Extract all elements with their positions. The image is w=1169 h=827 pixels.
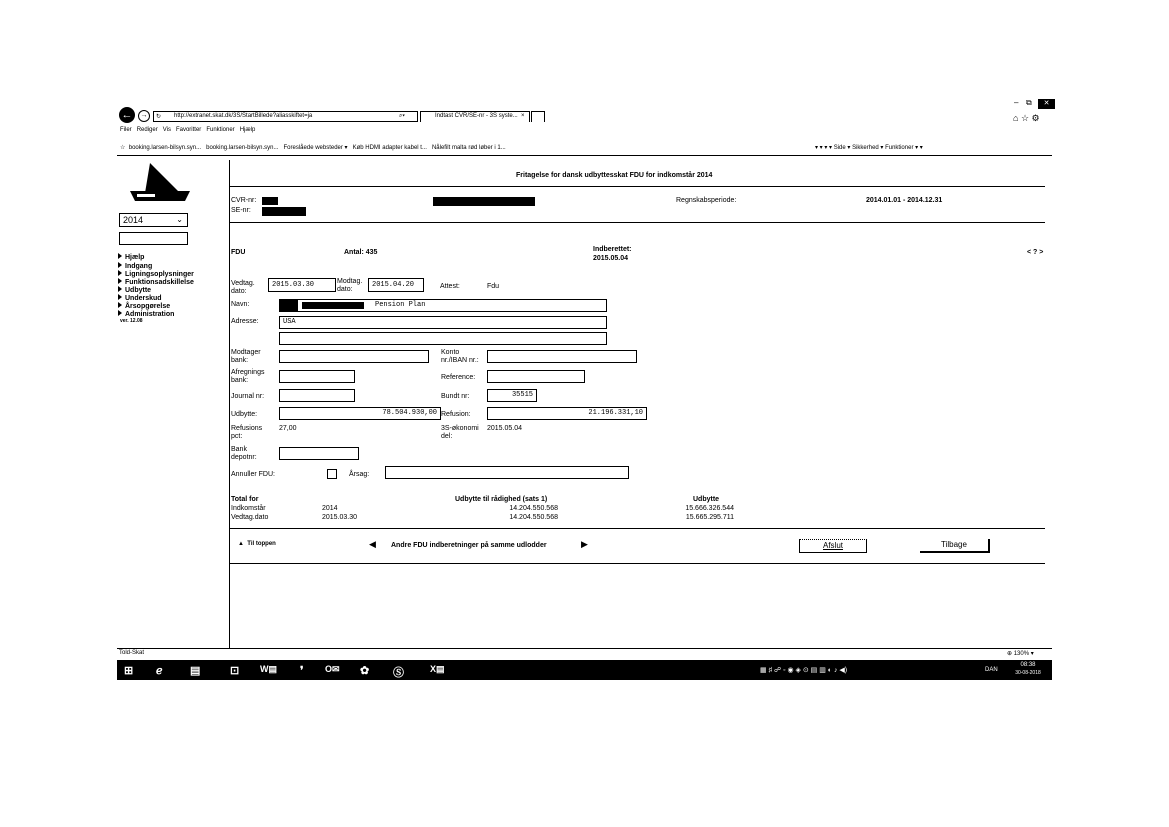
okonomi-value: 2015.05.04 [487, 425, 523, 432]
antal-label: Antal: 435 [344, 249, 378, 256]
word-icon[interactable]: W▤ [260, 664, 277, 674]
language-indicator[interactable]: DAN [985, 667, 998, 673]
zoom-control[interactable]: ⊕ 130% ▾ [1007, 651, 1034, 657]
favorite-link-5[interactable]: Nålefilt malta rød løber i 1... [431, 145, 506, 151]
sidebar-item-underskud[interactable]: Underskud [118, 294, 162, 303]
adresse-label: Adresse: [231, 318, 259, 325]
pin-icon[interactable]: ❜ [300, 665, 304, 677]
modtager-bank-input[interactable] [279, 350, 429, 363]
settings-gear-icon[interactable]: ⚙ [1031, 113, 1040, 123]
sidebar-item-ligningsoplysninger[interactable]: Ligningsoplysninger [118, 270, 194, 279]
file-explorer-icon[interactable]: ▤ [190, 665, 201, 677]
favorite-link-4[interactable]: Køb HDMI adapter kabel t... [352, 145, 427, 151]
url-text[interactable]: http://extranet.skat.dk/3S/StartBillede?aliasskiftet=ja [174, 113, 313, 119]
address-bar[interactable] [153, 111, 418, 122]
store-icon[interactable]: ⊡ [230, 665, 240, 677]
konto-input[interactable] [487, 350, 637, 363]
minimize-button[interactable]: – [1014, 98, 1019, 107]
total-row-1-label: Indkomstår [231, 505, 266, 512]
browser-tab[interactable] [420, 111, 530, 122]
sidebar-item-indgang[interactable]: Indgang [118, 262, 152, 271]
favorites-star-icon[interactable]: ☆ [1020, 113, 1030, 123]
refusions-pct-label: Refusions pct: [231, 425, 263, 440]
arsag-input[interactable] [385, 466, 629, 479]
total-row-2-label: Vedtag.dato [231, 514, 269, 521]
title-divider [230, 186, 1045, 187]
menu-hjaelp[interactable]: Hjælp [239, 127, 256, 133]
tray-icons[interactable]: ▦ ♯ ☍ ◦ ◉ ◈ ⊙ ▤ ▥ ◐ ♪ ◀) [760, 667, 848, 674]
search-icon[interactable]: ⌕▾ [399, 113, 405, 119]
start-windows-icon[interactable]: ⊞ [124, 665, 134, 677]
menu-rediger[interactable]: Rediger [136, 127, 158, 133]
sidebar-item-funktionsadskillelse[interactable]: Funktionsadskillelse [118, 278, 194, 287]
journal-input[interactable] [279, 389, 355, 402]
skype-icon[interactable]: Ⓢ [393, 667, 404, 679]
tilbage-label: Tilbage [941, 540, 967, 549]
andre-fdu-link[interactable]: Andre FDU indberetninger på samme udlodder [391, 542, 547, 549]
menu-favoritter[interactable]: Favoritter [175, 127, 202, 133]
record-nav[interactable]: < ? > [1027, 249, 1044, 256]
bundt-label: Bundt nr: [441, 393, 470, 400]
total-row-1-udbytte: 15.666.326.544 [685, 505, 734, 512]
refresh-icon[interactable]: ↻ [156, 114, 162, 120]
navn-input[interactable] [279, 299, 607, 312]
favorite-link-1[interactable]: booking.larsen-bilsyn.syn... [128, 145, 202, 151]
favorite-link-2[interactable]: booking.larsen-bilsyn.syn... [206, 145, 279, 151]
menu-bar [120, 127, 255, 133]
period-value: 2014.01.01 - 2014.12.31 [866, 197, 943, 204]
arrow-up-icon: ▲ [238, 541, 244, 547]
menu-funktioner[interactable]: Funktioner [206, 127, 235, 133]
sidebar-search-input[interactable] [119, 232, 188, 245]
afregnings-bank-input[interactable] [279, 370, 355, 383]
page-title: Fritagelse for dansk udbyttesskat FDU for indkomstår 2014 [516, 172, 713, 179]
outlook-icon[interactable]: O✉ [325, 664, 340, 674]
footer-divider [230, 563, 1045, 564]
clock-time[interactable]: 08:38 [1020, 662, 1036, 668]
attest-value: Fdu [487, 283, 500, 290]
total-row-2-period: 2015.03.30 [322, 514, 358, 521]
bank-depot-input[interactable] [279, 447, 359, 460]
vedtag-date-input[interactable]: 2015.03.30 [268, 278, 336, 292]
chrome-divider [117, 155, 1052, 156]
menu-filer[interactable]: Filer [120, 127, 132, 133]
refusion-input[interactable]: 21.196.331,10 [487, 407, 647, 420]
total-row-2-udbytte: 15.665.295.711 [685, 514, 734, 521]
tab-title: Indtast CVR/SE-nr - 3S syste... [435, 113, 518, 119]
sidebar-divider [229, 160, 230, 648]
attest-label: Attest: [440, 283, 460, 290]
adresse-line2-input[interactable] [279, 332, 607, 345]
sidebar-item-udbytte[interactable]: Udbytte [118, 286, 151, 295]
year-select-value: 2014 [123, 215, 144, 225]
vedtag-label: Vedtag. dato: [231, 280, 255, 295]
app-icon[interactable]: ✿ [360, 665, 370, 677]
taskbar [117, 660, 1052, 680]
annuller-label: Annuller FDU: [231, 471, 275, 478]
bundt-input[interactable]: 35515 [487, 389, 537, 402]
afslut-label: Afslut [822, 541, 843, 550]
zoom-icon: ⊕ [1007, 651, 1013, 657]
command-bar[interactable] [815, 144, 923, 151]
navn-redacted-2 [302, 302, 364, 309]
favorites-star-icon[interactable]: ☆ [120, 145, 126, 151]
toolbar-right-icons [1013, 113, 1040, 124]
total-col-udbytte: Udbytte [693, 496, 720, 503]
zoom-value: 130% [1013, 651, 1030, 657]
sidebar-item-hjaelp[interactable]: Hjælp [118, 253, 144, 262]
navn-label: Navn: [231, 301, 250, 308]
refusions-pct-value: 27,00 [279, 425, 297, 432]
skat-logo [125, 163, 195, 203]
cvr-label: CVR-nr: [231, 197, 257, 204]
total-row-1-period: 2014 [322, 505, 338, 512]
se-label: SE-nr: [231, 207, 251, 214]
command-bar-text[interactable]: ▾ ▾ ▾ ▾ Side ▾ Sikkerhed ▾ Funktioner ▾ ▾ [815, 145, 923, 151]
sidebar-item-administration[interactable]: Administration [118, 310, 174, 319]
back-button[interactable]: ← [119, 107, 135, 123]
status-bar-top [117, 648, 1052, 649]
to-top-link[interactable] [238, 541, 276, 547]
chevron-down-icon: ⌄ [176, 215, 183, 224]
konto-label: Konto nr./IBAN nr.: [441, 349, 479, 364]
modtager-bank-label: Modtager bank: [231, 349, 261, 364]
navn-value: Pension Plan [375, 301, 426, 309]
tab-close-icon[interactable]: × [521, 113, 525, 119]
adresse-line1-input[interactable]: USA [279, 316, 607, 329]
company-name-redacted [433, 197, 535, 206]
edge-browser-icon[interactable]: ℯ [156, 665, 163, 677]
udbytte-input[interactable]: 78.504.930,00 [279, 407, 441, 420]
afslut-button[interactable] [799, 539, 867, 553]
bank-depot-label: Bank depotnr: [231, 446, 257, 461]
year-select[interactable] [119, 213, 188, 227]
header-divider [230, 222, 1045, 223]
status-text: Told-Skat [119, 650, 145, 656]
sidebar-item-arsopgorelse[interactable]: Årsopgørelse [118, 302, 170, 311]
indberettet-label: Indberettet: [593, 246, 632, 253]
next-arrow-icon[interactable]: ▶ [581, 539, 588, 549]
excel-icon[interactable]: X▤ [430, 664, 445, 674]
reference-input[interactable] [487, 370, 585, 383]
period-label: Regnskabsperiode: [676, 197, 737, 204]
navn-redacted-1 [280, 300, 298, 311]
journal-label: Journal nr: [231, 393, 265, 400]
okonomi-label: 3S-økonomi del: [441, 425, 479, 440]
udbytte-label: Udbytte: [231, 411, 258, 418]
totals-divider [230, 528, 1045, 529]
fdu-label: FDU [231, 249, 246, 256]
annuller-checkbox[interactable] [327, 469, 337, 479]
total-col-radighed: Udbytte til rådighed (sats 1) [455, 496, 548, 503]
favorite-link-3[interactable]: Foreslåede websteder ▾ [283, 145, 348, 151]
home-icon[interactable]: ⌂ [1013, 113, 1019, 123]
refusion-label: Refusion: [441, 411, 471, 418]
prev-arrow-icon[interactable]: ◀ [369, 539, 376, 549]
window-controls [1010, 98, 1055, 110]
cvr-redacted [262, 197, 278, 205]
clock-date[interactable]: 30-08-2018 [1015, 670, 1041, 676]
menu-vis[interactable]: Vis [162, 127, 171, 133]
to-top-label: Til toppen [247, 541, 276, 547]
afregnings-bank-label: Afregnings bank: [231, 369, 265, 384]
total-for-label: Total for [231, 496, 259, 503]
restore-button[interactable]: ⧉ [1026, 98, 1032, 107]
arsag-label: Årsag: [349, 471, 370, 478]
modtag-date-input[interactable]: 2015.04.20 [368, 278, 424, 292]
version-label: ver. 12.08 [120, 318, 143, 324]
forward-button[interactable]: → [138, 110, 150, 122]
total-row-2-radighed: 14.204.550.568 [509, 514, 558, 521]
close-button[interactable]: ✕ [1038, 99, 1055, 109]
indberettet-value: 2015.05.04 [593, 255, 629, 262]
total-row-1-radighed: 14.204.550.568 [509, 505, 558, 512]
se-redacted [262, 207, 306, 216]
modtag-label: Modtag. dato: [337, 278, 363, 293]
reference-label: Reference: [441, 374, 476, 381]
new-tab-button[interactable] [531, 111, 545, 122]
favorites-bar [120, 144, 506, 151]
tilbage-button[interactable] [920, 539, 990, 553]
